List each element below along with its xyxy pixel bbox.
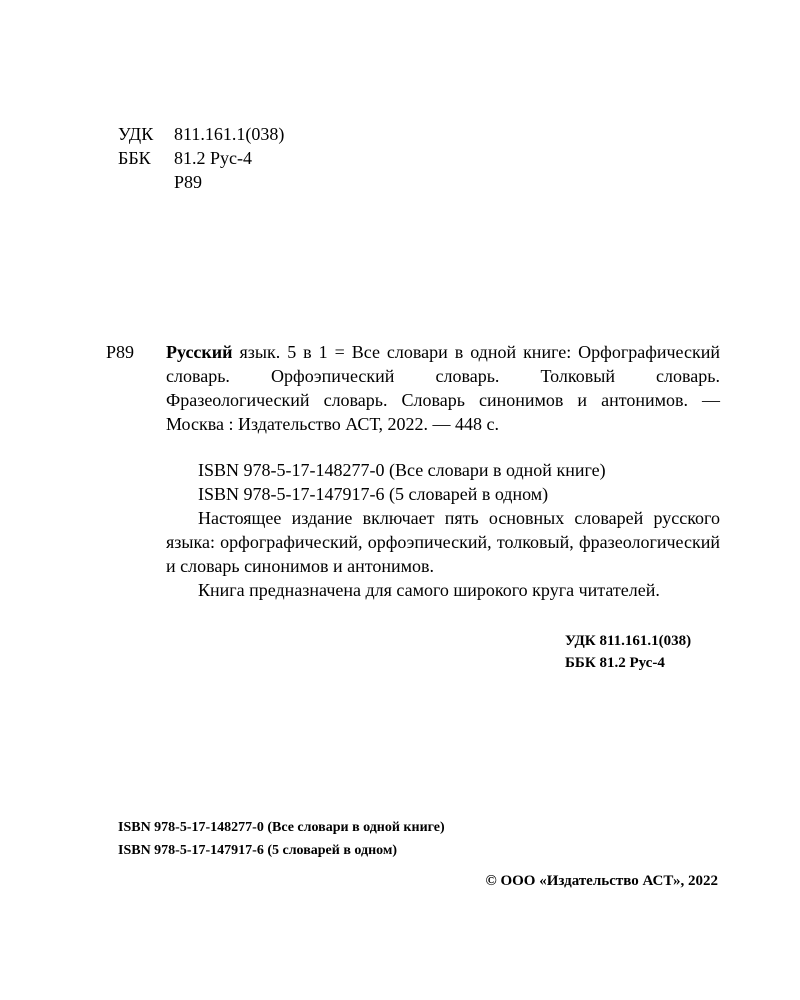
right-bbk: ББК 81.2 Рус-4 xyxy=(565,655,665,671)
record-description xyxy=(166,340,720,436)
record-title-bold: Русский xyxy=(166,342,233,362)
bottom-isbn-line: ISBN 978-5-17-147917-6 (5 словарей в одном) xyxy=(118,843,398,858)
annotation-text: Настоящее издание включает пять основных словарей русского языка: орфографический, орфоэпический, толковый, фразеологический и словарь синонимов и антонимов. xyxy=(166,508,720,576)
bibliographic-record xyxy=(106,340,720,436)
record-text: язык. 5 в 1 = Все словари в одной книге: Орфографический словарь. Орфоэпический словарь. Толковый словарь. Фразеологический словарь. Словарь синонимов и антонимов. — Москва : Издательство АСТ, 2022. — 448 с. xyxy=(166,342,720,434)
bbk-value: 81.2 Рус-4 xyxy=(174,148,252,168)
bottom-isbn-line: ISBN 978-5-17-148277-0 (Все словари в одной книге) xyxy=(118,820,445,835)
top-classification xyxy=(118,122,284,194)
udk-row xyxy=(118,122,284,146)
bbk-row xyxy=(118,146,284,170)
author-sign: Р89 xyxy=(174,172,203,192)
bottom-isbn-list xyxy=(118,816,445,862)
bbk-label: ББК xyxy=(118,148,151,168)
audience-text: Книга предназначена для самого широкого круга читателей. xyxy=(198,580,660,600)
record-code: Р89 xyxy=(106,342,135,362)
udk-value: 811.161.1(038) xyxy=(174,124,285,144)
right-udk: УДК 811.161.1(038) xyxy=(565,633,692,649)
right-classification xyxy=(565,630,691,674)
isbn-annotation-block xyxy=(166,458,720,602)
isbn-line: ISBN 978-5-17-148277-0 (Все словари в одной книге) xyxy=(198,460,606,480)
udk-label: УДК xyxy=(118,124,154,144)
isbn-line: ISBN 978-5-17-147917-6 (5 словарей в одном) xyxy=(198,484,549,504)
copyright-notice: © ООО «Издательство АСТ», 2022 xyxy=(485,873,718,889)
